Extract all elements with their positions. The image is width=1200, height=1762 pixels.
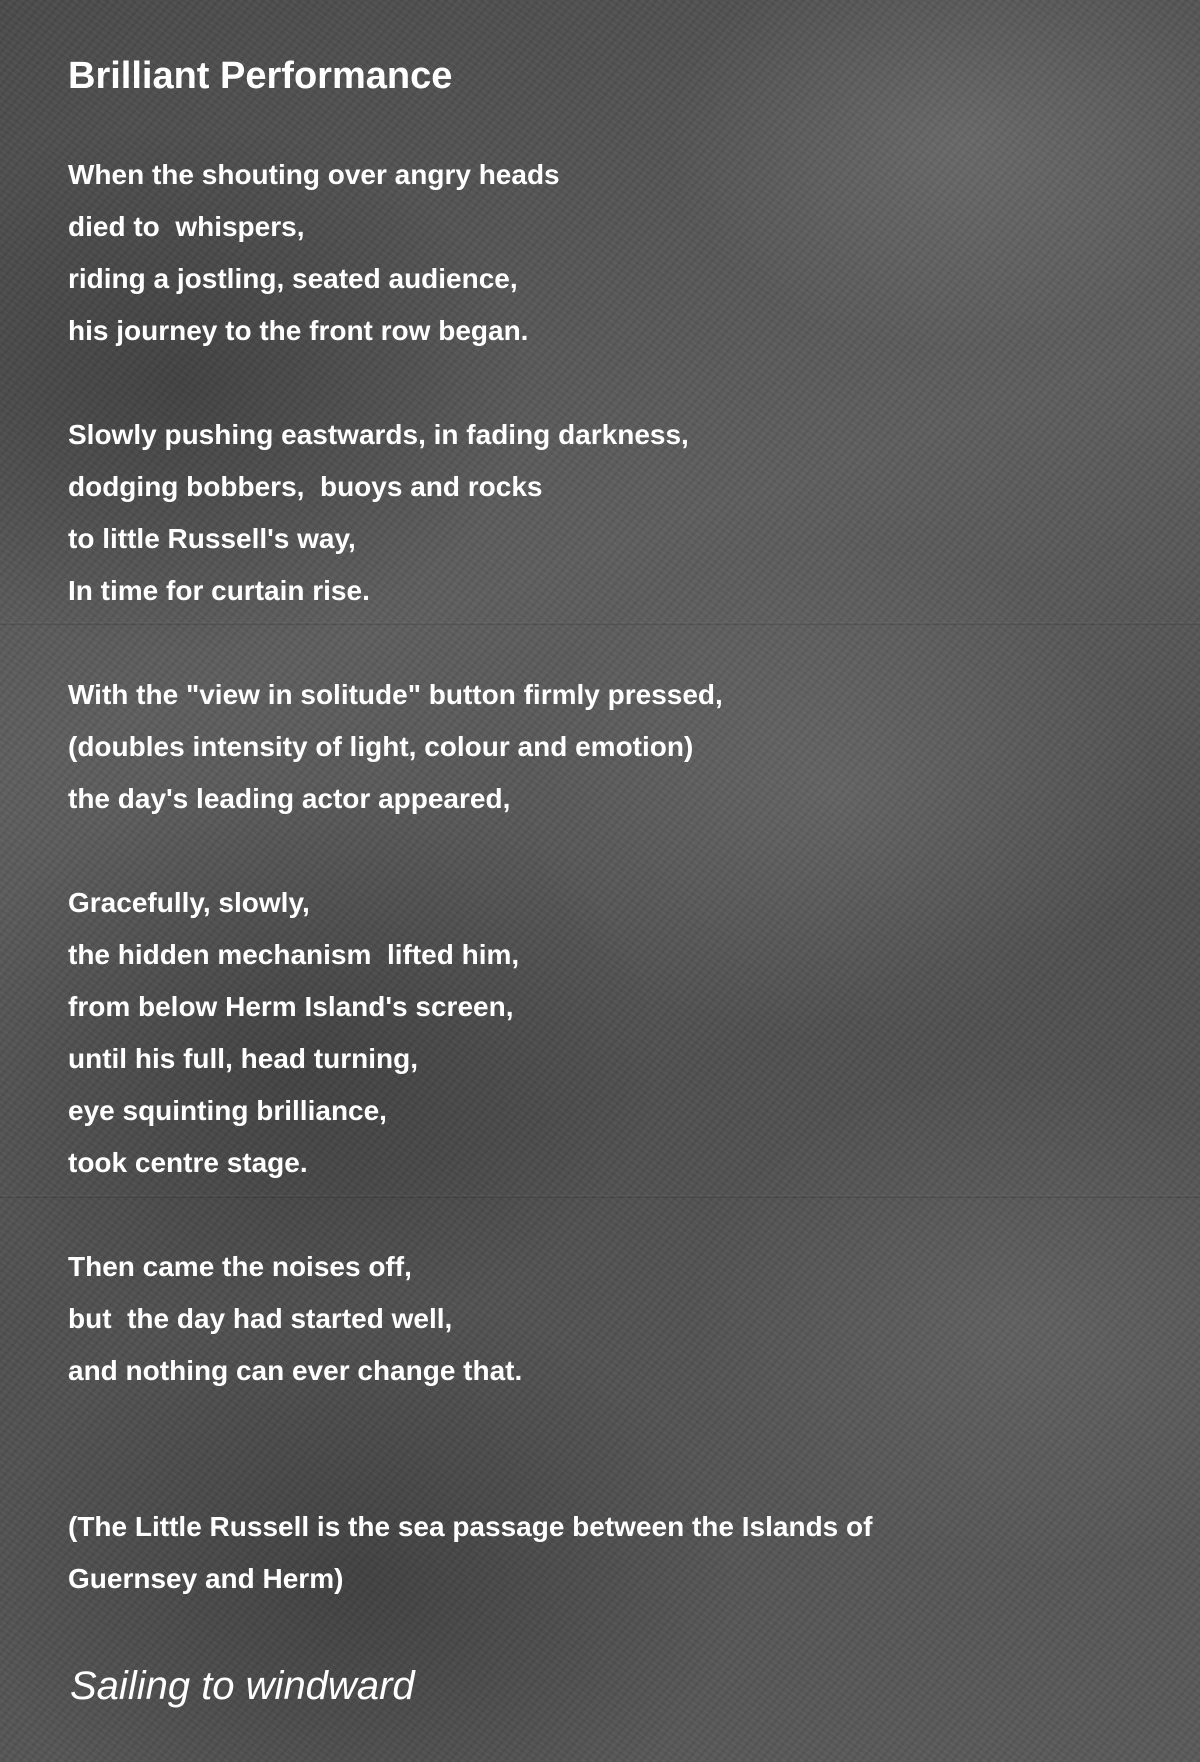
poem-line: the hidden mechanism lifted him, bbox=[68, 939, 520, 970]
poem-author: Sailing to windward bbox=[70, 1664, 415, 1708]
poem-title: Brilliant Performance bbox=[68, 55, 453, 97]
poem-line: but the day had started well, bbox=[68, 1303, 453, 1334]
poem-line: eye squinting brilliance, bbox=[68, 1095, 387, 1126]
poem-line: his journey to the front row began. bbox=[68, 315, 529, 346]
poem-line: riding a jostling, seated audience, bbox=[68, 263, 518, 294]
stanza-5 bbox=[68, 1241, 1148, 1397]
poem-line: With the "view in solitude" button firmly pressed, bbox=[68, 679, 723, 710]
poem-line: Slowly pushing eastwards, in fading darkness, bbox=[68, 419, 689, 450]
stanza-break bbox=[68, 1397, 1148, 1501]
poem-line: and nothing can ever change that. bbox=[68, 1355, 523, 1386]
poem-line: the day's leading actor appeared, bbox=[68, 783, 511, 814]
poem-line: (doubles intensity of light, colour and emotion) bbox=[68, 731, 694, 762]
footnote-line: Guernsey and Herm) bbox=[68, 1563, 344, 1594]
poem-line: until his full, head turning, bbox=[68, 1043, 418, 1074]
poem-line: In time for curtain rise. bbox=[68, 575, 370, 606]
poem-line: to little Russell's way, bbox=[68, 523, 356, 554]
stanza-break bbox=[68, 617, 1148, 669]
stanza-break bbox=[68, 1189, 1148, 1241]
poem-line: When the shouting over angry heads bbox=[68, 159, 560, 190]
stanza-1 bbox=[68, 149, 1148, 357]
poem-line: Then came the noises off, bbox=[68, 1251, 412, 1282]
poem-line: took centre stage. bbox=[68, 1147, 308, 1178]
poem-line: Gracefully, slowly, bbox=[68, 887, 310, 918]
footnote-line: (The Little Russell is the sea passage between the Islands of bbox=[68, 1511, 873, 1542]
stanza-2 bbox=[68, 409, 1148, 617]
poem-line: from below Herm Island's screen, bbox=[68, 991, 514, 1022]
stanza-break bbox=[68, 825, 1148, 877]
poem-body bbox=[68, 149, 1148, 1605]
stanza-4 bbox=[68, 877, 1148, 1189]
stanza-break bbox=[68, 357, 1148, 409]
poem-footnote bbox=[68, 1501, 1148, 1605]
poem-line: died to whispers, bbox=[68, 211, 305, 242]
stanza-3 bbox=[68, 669, 1148, 825]
poem-line: dodging bobbers, buoys and rocks bbox=[68, 471, 543, 502]
